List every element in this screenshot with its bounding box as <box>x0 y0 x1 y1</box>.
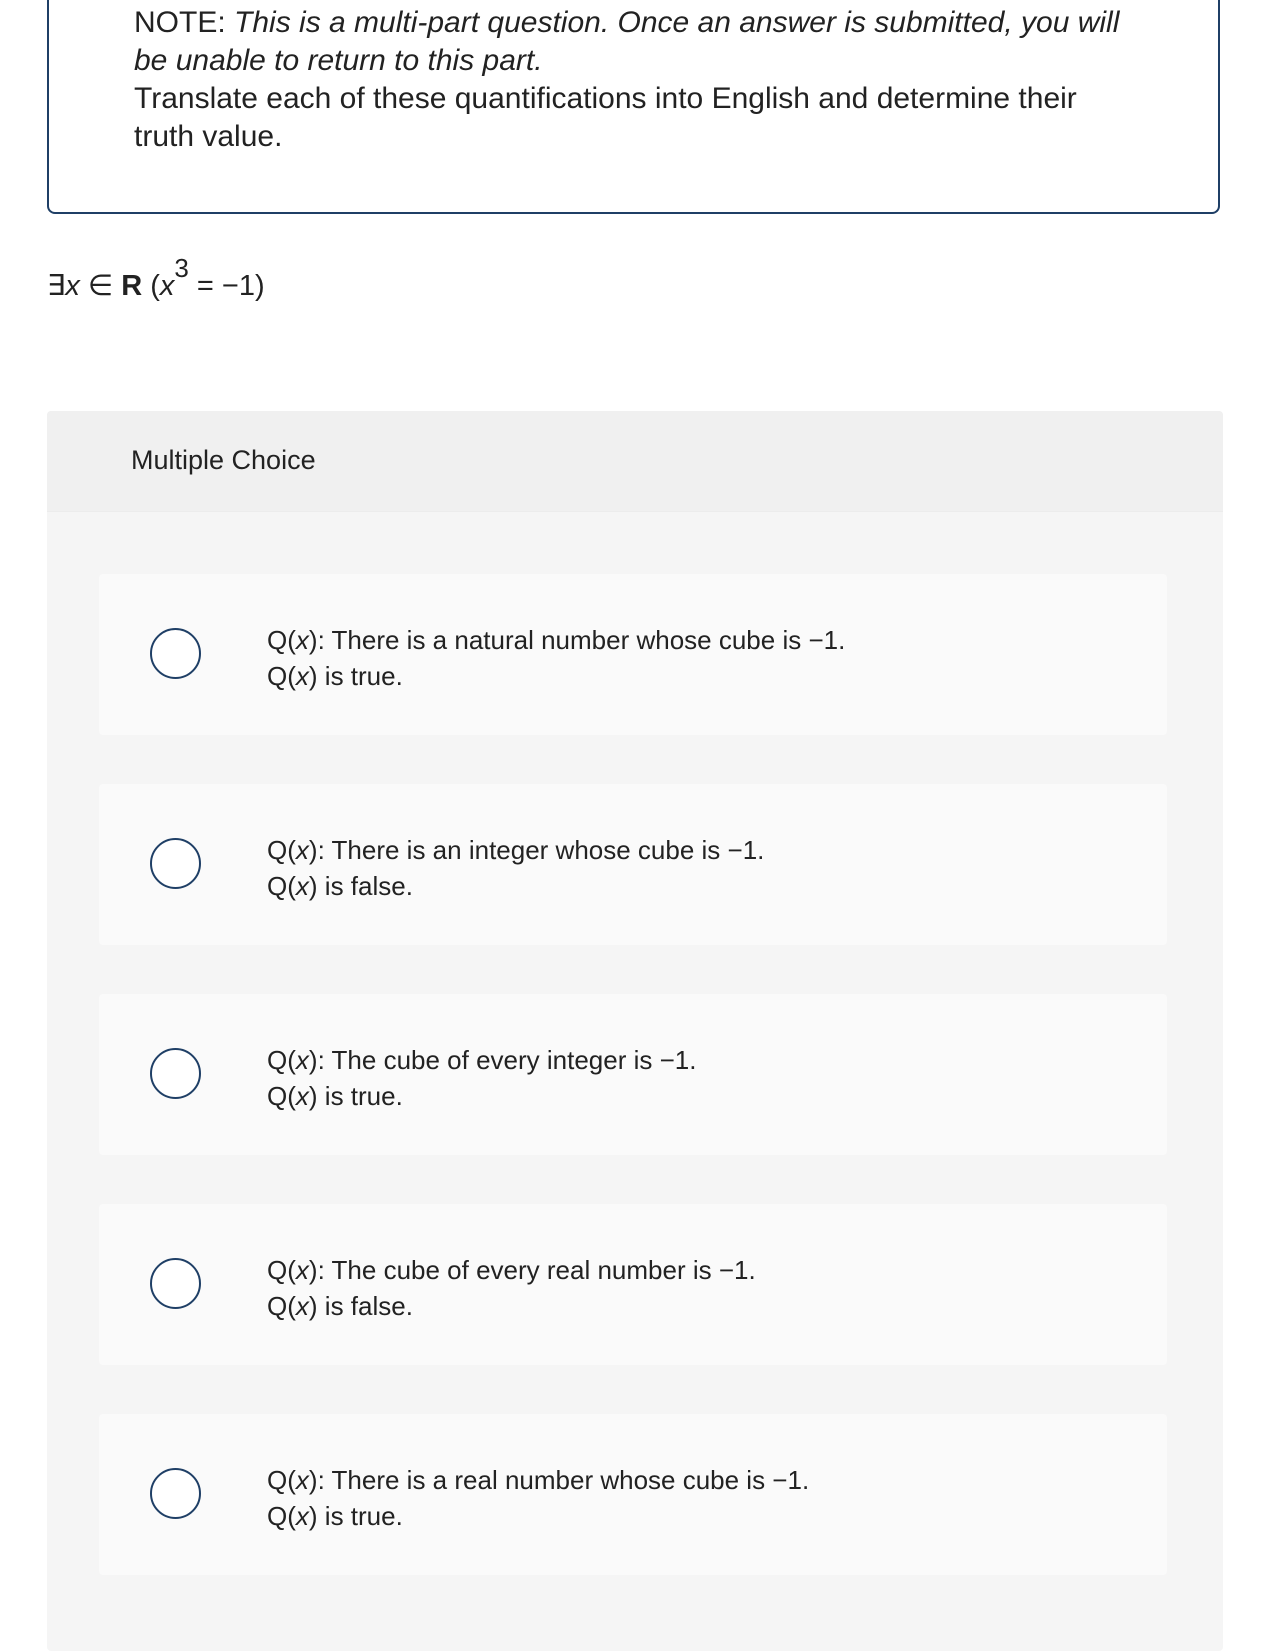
option-truth: ) is true. <box>308 1501 403 1531</box>
exists-symbol: ∃ <box>47 270 66 302</box>
answer-option-1[interactable] <box>99 574 1167 735</box>
predicate: Q <box>267 661 288 691</box>
option-text-3: Q(x): The cube of every integer is −1. Q(x) is true. <box>267 1045 697 1111</box>
option-truth: ) is true. <box>308 1081 403 1111</box>
predicate: Q <box>267 1045 288 1075</box>
question-formula <box>47 253 265 310</box>
radio-button-2[interactable] <box>150 838 201 889</box>
predicate: Q <box>267 1291 288 1321</box>
multiple-choice-title: Multiple Choice <box>131 445 316 475</box>
answer-option-3[interactable] <box>99 994 1167 1155</box>
option-statement: ): The cube of every integer is −1. <box>308 1045 697 1075</box>
option-statement: ): The cube of every real number is −1. <box>308 1255 756 1285</box>
multiple-choice-header <box>47 411 1223 512</box>
predicate-arg: x <box>295 1291 309 1321</box>
predicate-arg: x <box>295 625 309 655</box>
multiple-choice-panel <box>47 411 1223 1651</box>
note-label: NOTE: <box>134 6 226 39</box>
formula-set: R <box>121 270 143 302</box>
answer-option-4[interactable] <box>99 1204 1167 1365</box>
answer-option-5[interactable] <box>99 1414 1167 1575</box>
predicate-arg: x <box>295 1501 309 1531</box>
predicate: Q <box>267 1501 288 1531</box>
predicate: Q <box>267 625 288 655</box>
answer-option-2[interactable] <box>99 784 1167 945</box>
option-text-2: Q(x): There is an integer whose cube is −1. Q(x) is false. <box>267 835 765 901</box>
radio-button-1[interactable] <box>150 628 201 679</box>
option-statement: ): There is a real number whose cube is −1. <box>308 1465 810 1495</box>
option-statement: ): There is a natural number whose cube is −1. <box>308 625 846 655</box>
note-italic-text: This is a multi-part question. Once an answer is submitted, you will be unable to return to this part. <box>134 6 1120 77</box>
option-truth: ) is false. <box>308 871 413 901</box>
predicate-arg: x <box>295 871 309 901</box>
predicate: Q <box>267 835 288 865</box>
option-text-4: Q(x): The cube of every real number is −1. Q(x) is false. <box>267 1255 756 1321</box>
formula-variable: x <box>65 270 80 302</box>
note-text <box>134 4 1144 156</box>
radio-button-5[interactable] <box>150 1468 201 1519</box>
predicate: Q <box>267 1255 288 1285</box>
predicate-arg: x <box>295 1045 309 1075</box>
radio-button-3[interactable] <box>150 1048 201 1099</box>
element-of-symbol: ∈ <box>87 270 114 302</box>
predicate: Q <box>267 1465 288 1495</box>
predicate: Q <box>267 1081 288 1111</box>
predicate-arg: x <box>295 1081 309 1111</box>
option-text-1: Q(x): There is a natural number whose cube is −1. Q(x) is true. <box>267 625 846 691</box>
formula-exponent: 3 <box>174 253 189 283</box>
radio-button-4[interactable] <box>150 1258 201 1309</box>
option-truth: ) is true. <box>308 661 403 691</box>
note-box <box>47 0 1220 214</box>
option-truth: ) is false. <box>308 1291 413 1321</box>
formula-base: x <box>159 270 175 302</box>
note-instruction: Translate each of these quantifications into English and determine their truth value. <box>134 82 1077 153</box>
formula-rhs: = −1) <box>188 270 265 302</box>
predicate-arg: x <box>295 1465 309 1495</box>
formula-open-paren: ( <box>150 270 160 302</box>
predicate-arg: x <box>295 1255 309 1285</box>
predicate-arg: x <box>295 835 309 865</box>
predicate: Q <box>267 871 288 901</box>
option-statement: ): There is an integer whose cube is −1. <box>308 835 765 865</box>
option-text-5: Q(x): There is a real number whose cube is −1. Q(x) is true. <box>267 1465 810 1531</box>
predicate-arg: x <box>295 661 309 691</box>
